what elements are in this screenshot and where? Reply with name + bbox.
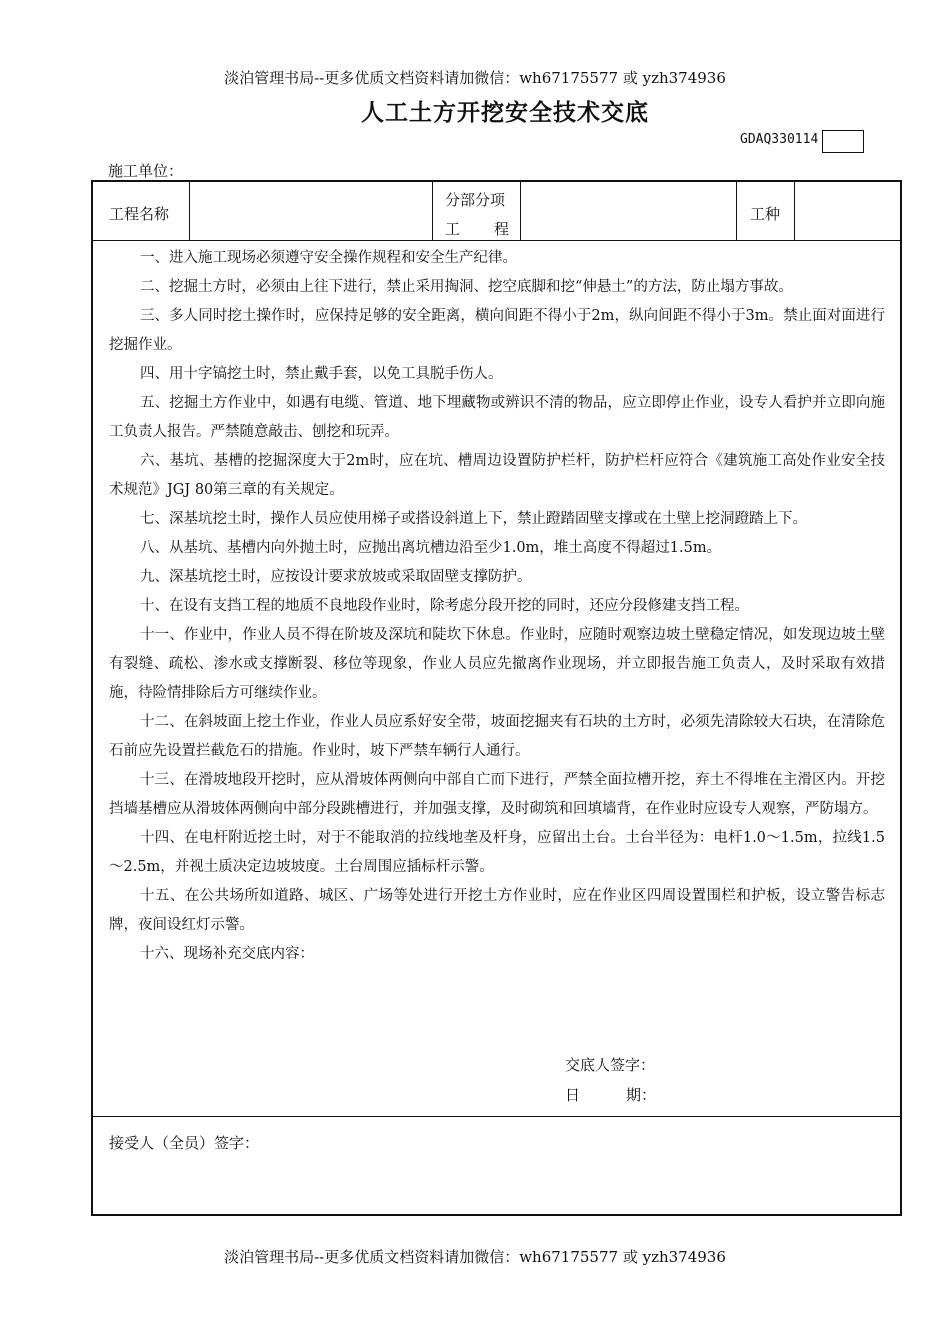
doc-code: GDAQ330114: [740, 132, 819, 147]
trade-field[interactable]: [795, 182, 900, 240]
sub-project-label-2b: 程: [494, 220, 510, 238]
list-item: 十三、在滑坡地段开挖时，应从滑坡体两侧向中部自亡而下进行，严禁全面拉槽开挖，弃土不得堆在主滑区内。开挖挡墙基槽应从滑坡体两侧向中部分段跳槽进行，并加强支撑，及时砌筑和回填墙背，在作业时应设专人观察，严防塌方。: [109, 772, 885, 817]
divider: [736, 182, 737, 240]
list-item: 六、基坑、基槽的挖掘深度大于2m时，应在坑、槽周边设置防护栏杆，防护栏杆应符合《建筑施工高处作业安全技术规范》JGJ 80第三章的有关规定。: [109, 453, 885, 498]
list-item: 三、多人同时挖土操作时，应保持足够的安全距离，横向间距不得小于2m，纵向间距不得小于3m。禁止面对面进行挖掘作业。: [109, 308, 885, 353]
sub-project-label-2a: 工: [445, 220, 461, 238]
receiver-row[interactable]: [93, 1116, 900, 1215]
date-label-a: 日: [565, 1086, 581, 1104]
divider: [432, 182, 433, 240]
list-item: 九、深基坑挖土时，应按设计要求放坡或采取固壁支撑防护。: [140, 569, 532, 585]
project-name-label: 工程名称: [109, 205, 170, 223]
disclosure-content: [109, 244, 885, 969]
page-title: 人工土方开挖安全技术交底: [361, 100, 649, 126]
discloser-signature-label: 交底人签字：: [565, 1056, 656, 1074]
date-label: [565, 1084, 656, 1105]
sub-project-field[interactable]: [521, 182, 735, 240]
list-item: 四、用十字镐挖土时，禁止戴手套，以免工具脱手伤人。: [140, 366, 503, 382]
disclosure-table: [91, 180, 902, 1216]
list-item: 二、挖掘土方时，必须由上往下进行，禁止采用掏洞、挖空底脚和挖“伸悬土”的方法，防止塌方事故。: [140, 279, 793, 295]
list-item: 十六、现场补充交底内容：: [140, 946, 314, 962]
list-item: 十四、在电杆附近挖土时，对于不能取消的拉线地垄及杆身，应留出土台。土台半径为：电杆1.0～1.5m，拉线1.5～2.5m，并视土质决定边坡坡度。土台周围应插标杆示警。: [109, 830, 885, 875]
receiver-signature-label: 接受人（全员）签字：: [109, 1134, 260, 1152]
list-item: 十五、在公共场所如道路、城区、广场等处进行开挖土方作业时，应在作业区四周设置围栏和护板，设立警告标志牌，夜间设红灯示警。: [109, 888, 885, 933]
list-item: 七、深基坑挖土时，操作人员应使用梯子或搭设斜道上下，禁止蹬踏固壁支撑或在土壁上挖洞蹬踏上下。: [140, 511, 807, 527]
date-label-b: 期：: [626, 1086, 657, 1104]
list-item: 十二、在斜坡面上挖土作业，作业人员应系好安全带，坡面挖掘夹有石块的土方时，必须先清除较大石块，在清除危石前应先设置拦截危石的措施。作业时，坡下严禁车辆行人通行。: [109, 714, 885, 759]
sub-project-label: 分部分项: [445, 191, 506, 209]
list-item: 十一、作业中，作业人员不得在阶坡及深坑和陡坎下休息。作业时，应随时观察边坡土壁稳定情况，如发现边坡土壁有裂缝、疏松、渗水或支撑断裂、移位等现象，作业人员应先撤离作业现场，并立即报告施工负责人，及时采取有效措施，待险情排除后方可继续作业。: [109, 627, 885, 701]
trade-label: 工种: [750, 205, 781, 223]
header-note: 淡泊管理书局--更多优质文档资料请加微信：wh67175577 或 yzh374936: [224, 69, 726, 87]
table-header-row: [93, 182, 900, 241]
project-name-field[interactable]: [190, 182, 431, 240]
footer-note: 淡泊管理书局--更多优质文档资料请加微信：wh67175577 或 yzh374936: [224, 1248, 726, 1266]
construction-unit-label: 施工单位：: [108, 162, 184, 180]
doc-code-box[interactable]: [822, 130, 864, 153]
list-item: 五、挖掘土方作业中，如遇有电缆、管道、地下埋藏物或辨识不清的物品，应立即停止作业，设专人看护并立即向施工负责人报告。严禁随意敲击、刨挖和玩弄。: [109, 395, 885, 440]
list-item: 一、进入施工现场必须遵守安全操作规程和安全生产纪律。: [140, 250, 517, 266]
list-item: 十、在设有支挡工程的地质不良地段作业时，除考虑分段开挖的同时，还应分段修建支挡工程。: [140, 598, 749, 614]
list-item: 八、从基坑、基槽内向外抛土时，应抛出离坑槽边沿至少1.0m，堆土高度不得超过1.5m。: [140, 540, 722, 556]
